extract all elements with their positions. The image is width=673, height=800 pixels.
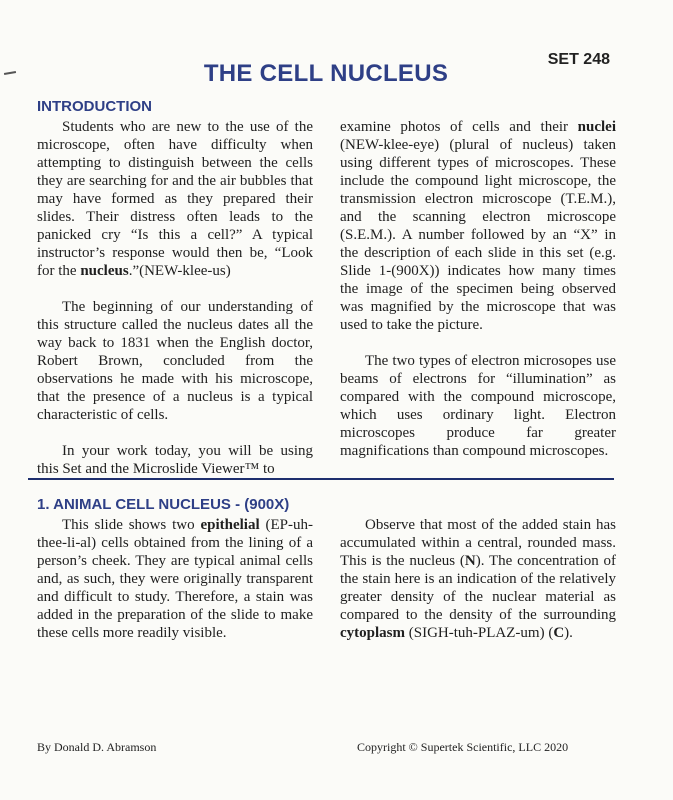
nuclei-term: nuclei — [577, 119, 616, 135]
set-label: SET 248 — [547, 51, 610, 68]
section-1-paragraph-2: Observe that most of the added stain has accumulated within a central, rounded mass. This is the nucleus (N). The concentration of the stain here is an indication of the relatively greater density of the nuclear material as compared to the density of the surrounding cytoplasm (SIGH-tuh-PLAZ-um) (C). — [340, 517, 616, 641]
section-1-paragraph-1: This slide shows two epithelial (EP-uh-thee-li-al) cells obtained from the lining of a person’s cheek. They are typical animal cells and, as such, they were originally transparent and difficult to study. Therefore, a stain was added in the preparation of the slide to make these cells more readily visible. — [37, 517, 313, 641]
epithelial-term: epithelial — [200, 517, 260, 533]
intro-paragraph-3: In your work today, you will be using this Set and the Microslide Viewer™ to — [37, 443, 313, 477]
footer-copyright: Copyright © Supertek Scientific, LLC 2020 — [357, 740, 569, 754]
intro-paragraph-1: Students who are new to the use of the microscope, often have difficulty when attempting to distinguish between the cells they are searching for and the air bubbles that may have formed as they prepared their slides. Their distress often leads to the panicked cry “Is this a cell?” A typical instructor’s response would then be, “Look for the nucleus.”(NEW-klee-us) — [37, 119, 313, 279]
intro-paragraph-4: examine photos of cells and their nuclei (NEW-klee-eye) (plural of nucleus) taken using different types of microscopes. These include the compound light microscope, the transmission electron microscope (T.E.M.), and the scanning electron microscope (S.E.M.). A number followed by an “X” in the description of each slide in this set (e.g. Slide 1-(900X)) indicates how many times the image of the specimen being observed was magnified by the microscope that was used to take the picture. — [340, 119, 616, 333]
cytoplasm-term: cytoplasm — [340, 625, 405, 641]
footer-author: By Donald D. Abramson — [37, 740, 157, 754]
introduction-right-column — [340, 118, 616, 460]
introduction-heading: INTRODUCTION — [37, 98, 152, 115]
page-title: THE CELL NUCLEUS — [203, 60, 449, 87]
section-divider — [28, 478, 614, 480]
nucleus-label: N — [464, 553, 476, 569]
section-1-left-column — [37, 516, 313, 642]
intro-paragraph-2: The beginning of our understanding of this structure called the nucleus dates all the way back to 1831 when the English doctor, Robert Brown, concluded from the observations he made with his microscope, that the presence of a nucleus is a typical characteristic of cells. — [37, 299, 313, 423]
introduction-left-column — [37, 118, 313, 478]
nucleus-term: nucleus — [80, 263, 129, 279]
cytoplasm-label: C — [553, 625, 565, 641]
section-1-heading: 1. ANIMAL CELL NUCLEUS - (900X) — [37, 496, 290, 513]
intro-paragraph-5: The two types of electron microsopes use beams of electrons for “illumination” as compared with the compound microscope, which uses ordinary light. Electron microscopes produce far greater magnifications than compound microscopes. — [340, 353, 616, 459]
section-1-right-column — [340, 516, 616, 642]
